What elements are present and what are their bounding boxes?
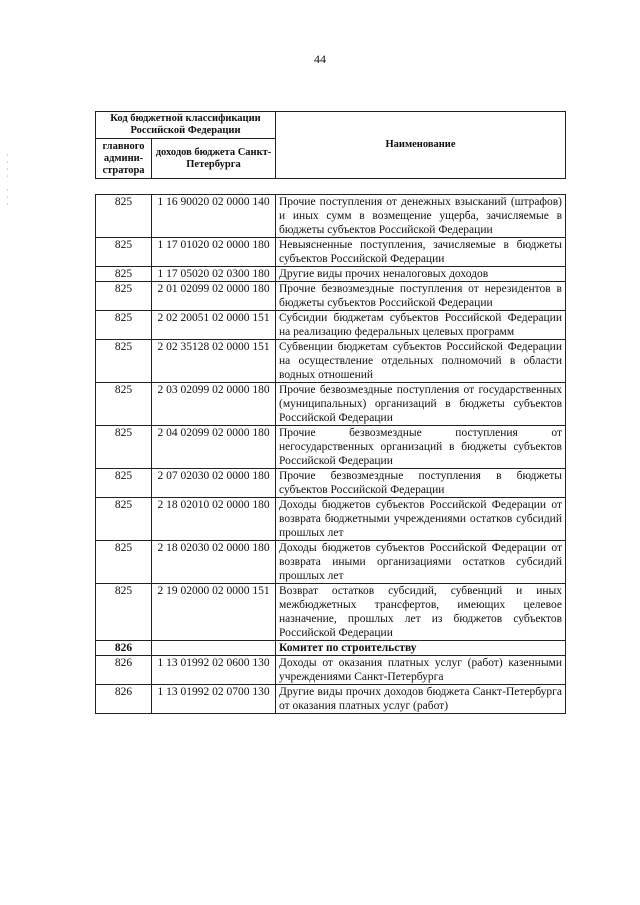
admin-code-cell: 826 <box>96 685 152 714</box>
income-code-cell: 2 02 20051 02 0000 151 <box>152 311 276 340</box>
table-row <box>96 340 566 383</box>
header-admin-column: главного админи-стратора <box>96 139 152 179</box>
income-code-cell: 2 03 02099 02 0000 180 <box>152 383 276 426</box>
margin-marks: · · · · · · · <box>6 151 9 209</box>
name-cell: Доходы бюджетов субъектов Российской Федерации от возврата иными организациями остатков субсидий прошлых лет <box>276 541 566 584</box>
admin-code-cell: 825 <box>96 383 152 426</box>
admin-code-cell: 825 <box>96 267 152 282</box>
admin-code-cell: 825 <box>96 311 152 340</box>
income-code-cell: 2 18 02010 02 0000 180 <box>152 498 276 541</box>
table-row <box>96 469 566 498</box>
income-code-cell <box>152 641 276 656</box>
admin-code-cell: 825 <box>96 541 152 584</box>
name-cell: Комитет по строительству <box>276 641 566 656</box>
admin-code-cell: 826 <box>96 641 152 656</box>
header-income-column: доходов бюджета Санкт-Петербурга <box>152 139 276 179</box>
table-row <box>96 685 566 714</box>
name-cell: Другие виды прочих доходов бюджета Санкт-Петербурга от оказания платных услуг (работ) <box>276 685 566 714</box>
name-cell: Доходы от оказания платных услуг (работ) казенными учреждениями Санкт-Петербурга <box>276 656 566 685</box>
table-row <box>96 282 566 311</box>
income-code-cell: 2 02 35128 02 0000 151 <box>152 340 276 383</box>
income-code-cell: 2 01 02099 02 0000 180 <box>152 282 276 311</box>
income-code-cell: 2 07 02030 02 0000 180 <box>152 469 276 498</box>
admin-code-cell: 826 <box>96 656 152 685</box>
table-row <box>96 267 566 282</box>
admin-code-cell: 825 <box>96 426 152 469</box>
admin-code-cell: 825 <box>96 584 152 641</box>
name-cell: Субвенции бюджетам субъектов Российской Федерации на осуществление отдельных полномочий в области водных отношений <box>276 340 566 383</box>
table-row <box>96 584 566 641</box>
name-cell: Прочие безвозмездные поступления от негосударственных организаций в бюджеты субъектов Российской Федерации <box>276 426 566 469</box>
name-cell: Возврат остатков субсидий, субвенций и иных межбюджетных трансфертов, имеющих целевое назначение, прошлых лет из бюджетов субъектов Российской Федерации <box>276 584 566 641</box>
admin-code-cell: 825 <box>96 469 152 498</box>
admin-code-cell: 825 <box>96 195 152 238</box>
name-cell: Прочие безвозмездные поступления от государственных (муниципальных) организаций в бюджеты субъектов Российской Федерации <box>276 383 566 426</box>
admin-code-cell: 825 <box>96 498 152 541</box>
table-row <box>96 426 566 469</box>
name-cell: Прочие безвозмездные поступления от нерезидентов в бюджеты субъектов Российской Федерации <box>276 282 566 311</box>
table-header <box>95 111 566 179</box>
table-row <box>96 656 566 685</box>
table-row <box>96 541 566 584</box>
income-code-cell: 2 18 02030 02 0000 180 <box>152 541 276 584</box>
name-cell: Прочие поступления от денежных взысканий (штрафов) и иных сумм в возмещение ущерба, зачисляемые в бюджеты субъектов Российской Федерации <box>276 195 566 238</box>
name-cell: Невыясненные поступления, зачисляемые в бюджеты субъектов Российской Федерации <box>276 238 566 267</box>
name-cell: Доходы бюджетов субъектов Российской Федерации от возврата бюджетными учреждениями остатков субсидий прошлых лет <box>276 498 566 541</box>
income-code-cell: 1 13 01992 02 0600 130 <box>152 656 276 685</box>
income-code-cell: 2 04 02099 02 0000 180 <box>152 426 276 469</box>
table-row <box>96 498 566 541</box>
classification-table <box>95 194 566 714</box>
income-code-cell: 1 17 05020 02 0300 180 <box>152 267 276 282</box>
name-cell: Субсидии бюджетам субъектов Российской Федерации на реализацию федеральных целевых программ <box>276 311 566 340</box>
table-row <box>96 238 566 267</box>
table-row <box>96 311 566 340</box>
name-cell: Прочие безвозмездные поступления в бюджеты субъектов Российской Федерации <box>276 469 566 498</box>
header-group-title: Код бюджетной классификации Российской Федерации <box>96 112 276 139</box>
admin-code-cell: 825 <box>96 238 152 267</box>
income-code-cell: 1 17 01020 02 0000 180 <box>152 238 276 267</box>
table-row <box>96 383 566 426</box>
income-code-cell: 1 13 01992 02 0700 130 <box>152 685 276 714</box>
income-code-cell: 1 16 90020 02 0000 140 <box>152 195 276 238</box>
name-cell: Другие виды прочих неналоговых доходов <box>276 267 566 282</box>
admin-code-cell: 825 <box>96 282 152 311</box>
header-name-column: Наименование <box>276 112 566 179</box>
page-number: 44 <box>314 52 326 66</box>
admin-code-cell: 825 <box>96 340 152 383</box>
income-code-cell: 2 19 02000 02 0000 151 <box>152 584 276 641</box>
table-row <box>96 195 566 238</box>
table-row <box>96 641 566 656</box>
